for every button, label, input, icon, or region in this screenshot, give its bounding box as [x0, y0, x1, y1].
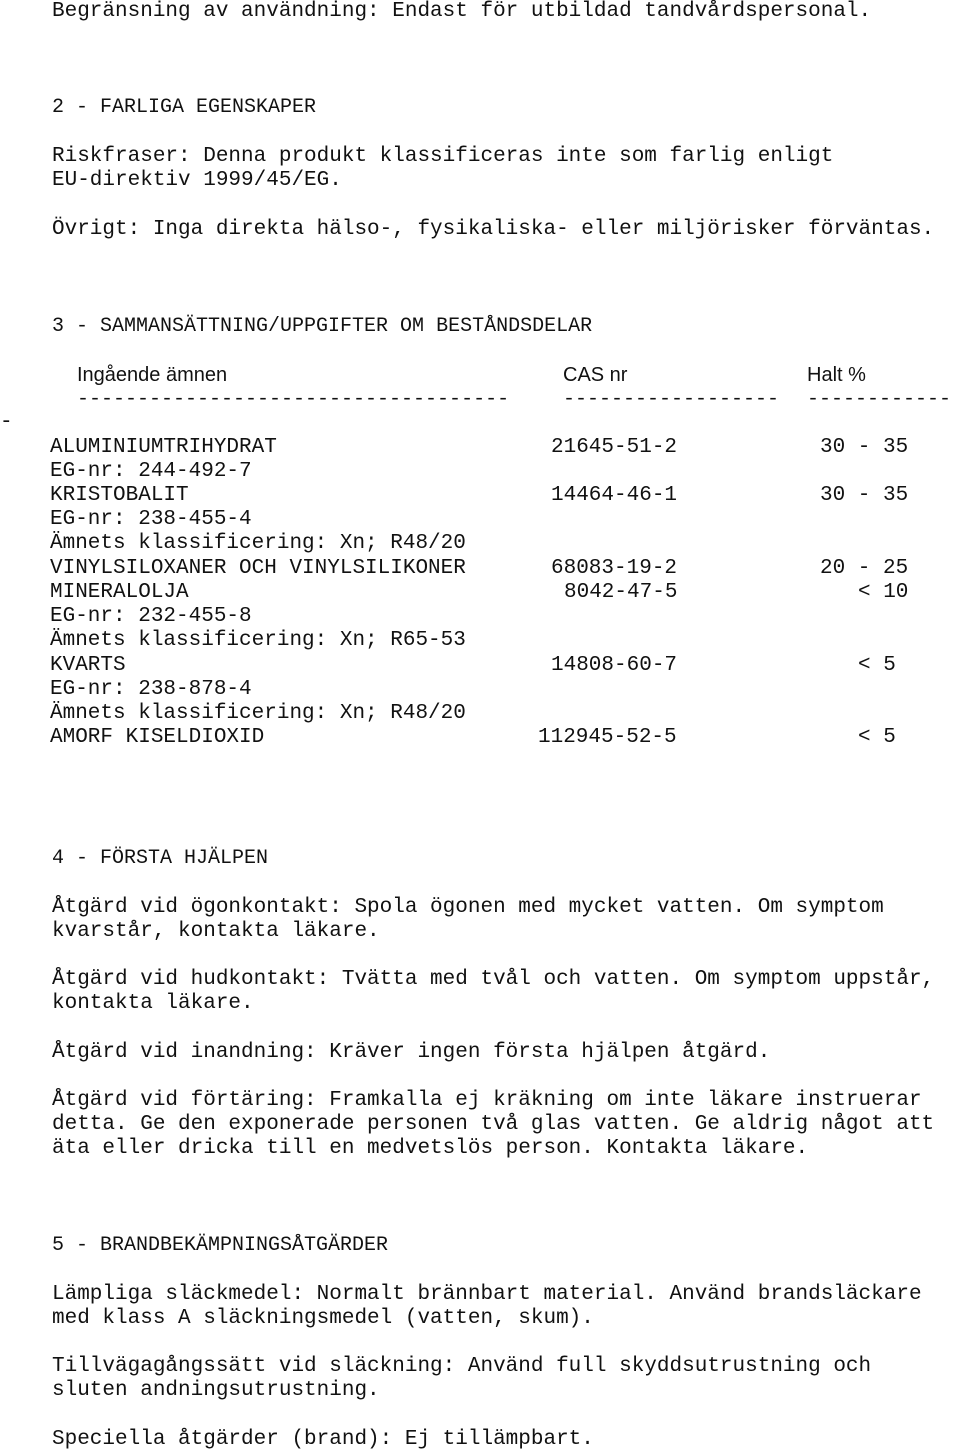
section-3-title: 3 - SAMMANSÄTTNING/UPPGIFTER OM BESTÅNDSDELAR	[52, 315, 593, 338]
ingredient-cas: 14464-46-1	[551, 484, 678, 507]
risk-phrases-line-1: Riskfraser: Denna produkt klassificeras inte som farlig enligt	[52, 145, 834, 168]
ingredient-concentration: < 10	[858, 581, 909, 604]
skin-contact-line-1: Åtgärd vid hudkontakt: Tvätta med tvål och vatten. Om symptom uppstår,	[52, 968, 935, 991]
risk-phrases-line-2: EU-direktiv 1999/45/EG.	[52, 169, 342, 192]
ingredient-ec-number: EG-nr: 244-492-7	[50, 460, 252, 483]
usage-restriction: Begränsning av användning: Endast för utbildad tandvårdspersonal.	[52, 0, 872, 23]
section-5-title: 5 - BRANDBEKÄMPNINGSÅTGÄRDER	[52, 1234, 389, 1257]
ingredient-concentration: 30 - 35	[820, 484, 909, 507]
header-cas: CAS nr	[563, 364, 628, 386]
ingredient-cas: 14808-60-7	[551, 654, 678, 677]
ingredient-classification: Ämnets klassificering: Xn; R48/20	[50, 702, 466, 725]
header-rule-ingredients: ------------------------------------	[77, 388, 510, 411]
special-measures: Speciella åtgärder (brand): Ej tillämpbart.	[52, 1428, 594, 1451]
section-2-title: 2 - FARLIGA EGENSKAPER	[52, 96, 317, 119]
ingredient-classification: Ämnets klassificering: Xn; R65-53	[50, 629, 466, 652]
header-rule-cas: ------------------	[563, 388, 780, 411]
ingredient-name: KVARTS	[50, 654, 126, 677]
other-hazards: Övrigt: Inga direkta hälso-, fysikaliska- eller miljörisker förväntas.	[52, 218, 935, 241]
eye-contact-line-1: Åtgärd vid ögonkontakt: Spola ögonen med mycket vatten. Om symptom	[52, 896, 884, 919]
ingredient-cas: 68083-19-2	[551, 557, 678, 580]
extinguishing-media-line-2: med klass A släckningsmedel (vatten, skum).	[52, 1307, 594, 1330]
ingredient-name: AMORF KISELDIOXID	[50, 726, 265, 749]
header-concentration: Halt %	[807, 364, 866, 386]
ingredient-name: KRISTOBALIT	[50, 484, 189, 507]
firefighting-procedure-line-1: Tillvägagångssätt vid släckning: Använd full skyddsutrustning och	[52, 1355, 872, 1378]
ingredient-ec-number: EG-nr: 238-455-4	[50, 508, 252, 531]
extinguishing-media-line-1: Lämpliga släckmedel: Normalt brännbart material. Använd brandsläckare	[52, 1283, 922, 1306]
ingredient-concentration: 30 - 35	[820, 436, 909, 459]
ingredient-cas: 21645-51-2	[551, 436, 678, 459]
ingredient-name: ALUMINIUMTRIHYDRAT	[50, 436, 277, 459]
ingredient-concentration: 20 - 25	[820, 557, 909, 580]
ingredient-concentration: < 5	[858, 726, 896, 749]
ingestion-line-1: Åtgärd vid förtäring: Framkalla ej kräkning om inte läkare instruerar	[52, 1089, 922, 1112]
ingredient-concentration: < 5	[858, 654, 896, 677]
ingredient-name: VINYLSILOXANER OCH VINYLSILIKONER	[50, 557, 466, 580]
ingestion-line-2: detta. Ge den exponerade personen två glas vatten. Ge aldrig något att	[52, 1113, 935, 1136]
ingredient-classification: Ämnets klassificering: Xn; R48/20	[50, 532, 466, 555]
header-ingredients: Ingående ämnen	[77, 364, 228, 386]
ingredient-ec-number: EG-nr: 232-455-8	[50, 605, 252, 628]
skin-contact-line-2: kontakta läkare.	[52, 992, 254, 1015]
ingredient-ec-number: EG-nr: 238-878-4	[50, 678, 252, 701]
ingestion-line-3: äta eller dricka till en medvetslös person. Kontakta läkare.	[52, 1137, 809, 1160]
ingredient-cas: 8042-47-5	[564, 581, 678, 604]
ingredient-name: MINERALOLJA	[50, 581, 189, 604]
ingredient-cas: 112945-52-5	[538, 726, 677, 749]
firefighting-procedure-line-2: sluten andningsutrustning.	[52, 1379, 380, 1402]
inhalation: Åtgärd vid inandning: Kräver ingen första hjälpen åtgärd.	[52, 1041, 771, 1064]
stray-dash: -	[0, 411, 13, 434]
header-rule-concentration: ------------	[807, 388, 952, 411]
section-4-title: 4 - FÖRSTA HJÄLPEN	[52, 847, 269, 870]
eye-contact-line-2: kvarstår, kontakta läkare.	[52, 920, 380, 943]
